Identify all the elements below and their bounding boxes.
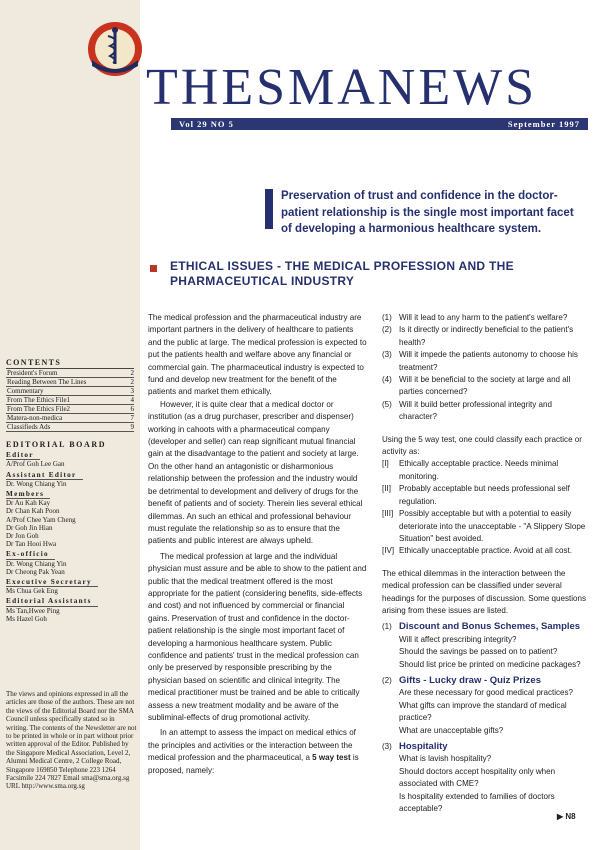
volume-bar xyxy=(171,118,588,130)
section-title: Gifts - Lucky draw - Quiz Prizes xyxy=(399,674,542,686)
section-question: Will it affect prescribing integrity? xyxy=(399,634,517,644)
member-name: Dr Au Kah Kay xyxy=(6,499,51,508)
test-question xyxy=(382,399,588,424)
assistant-name: Ms Tan,Hwee Ping xyxy=(6,606,60,615)
asst-editor-heading: Assistant Editor xyxy=(6,471,83,480)
contents-item-page: 2 xyxy=(130,369,134,377)
section-body xyxy=(399,621,588,671)
text-run: In an attempt to assess the impact on medical ethics of the principles and activities or the interaction between the medical profession and the pharmaceutical, a xyxy=(148,728,356,763)
issue-section xyxy=(382,621,588,671)
class-number: [IV] xyxy=(382,546,395,556)
issue-section xyxy=(382,675,588,737)
contents-heading: CONTENTS xyxy=(6,358,62,367)
contents-item-title: From The Ethics File1 xyxy=(7,396,71,404)
member-name: Dr Goh Jin Hian xyxy=(6,523,53,532)
member-name: A/Prof Chee Yam Cheng xyxy=(6,515,76,524)
contents-row xyxy=(6,423,134,432)
issue-date: September 1997 xyxy=(507,119,580,129)
section-question: Are these necessary for good medical practices? xyxy=(399,688,573,698)
section-question: What gifts can improve the standard of medical practice? xyxy=(399,700,567,723)
contents-item-page: 6 xyxy=(130,405,134,413)
masthead-title: THESMANEWS xyxy=(146,59,538,116)
contents-row xyxy=(6,387,134,396)
classification-item xyxy=(382,545,588,557)
sidebar xyxy=(0,0,140,850)
exec-sec-name: Ms Chua Gek Eng xyxy=(6,587,58,596)
section-body xyxy=(399,741,588,815)
contents-item-page: 2 xyxy=(130,378,134,386)
class-text: Possibly acceptable but with a potential to easily deteriorate into the unacceptable - "A Slippery Slope Situation" best avoided. xyxy=(399,509,586,543)
issue-sections xyxy=(382,621,588,815)
contents-box xyxy=(6,358,134,432)
paragraph: The medical profession at large and the individual physician must assure and be able to show to the patient and public that the medical treatment offered is the most appropriate for the patient (considering benefits, side-effects and cost) and not influenced by commercial or financial gains. Preservation of trust and confidence in the doctor-patient relationship is the single most important facet of developing a harmonious healthcare system. Public confidence and patients' trust in the medical profession can only be preserved by responsible prescribing by the physician based on scientific and clinical integrity. The medical practitioner must be trained and be able to critically assess a new treatment modality and be aware of the subliminal-effects of drug promotional activity. xyxy=(148,551,367,722)
question-text: Is it directly or indirectly beneficial to the patient's health? xyxy=(399,325,574,347)
continued-marker: ▶ N8 xyxy=(557,812,576,821)
contents-item-page: 9 xyxy=(130,423,134,431)
test-question xyxy=(382,312,588,324)
asst-editor-name: Dr. Wong Chiang Yin xyxy=(6,479,67,488)
contents-item-title: Reading Between The Lines xyxy=(7,378,87,386)
classification-item xyxy=(382,483,588,508)
section-number: (3) xyxy=(382,742,392,751)
dilemma-intro: The ethical dilemmas in the interaction between the medical profession can be classified under several headings for the purposes of discussion. Some questions arising from these issues are listed. xyxy=(382,568,586,615)
question-text: Will it impede the patients autonomy to choose his treatment? xyxy=(399,350,578,372)
headline-bullet xyxy=(150,265,157,272)
pull-quote-bar xyxy=(265,189,273,229)
class-text: Probably acceptable but needs professional self regulation. xyxy=(399,484,570,506)
section-title: Discount and Bonus Schemes, Samples xyxy=(399,621,581,633)
exofficio-name: Dr. Wong Chiang Yin xyxy=(6,559,67,568)
editor-heading: Editor xyxy=(6,451,40,460)
article-headline: ETHICAL ISSUES - THE MEDICAL PROFESSION AND THE PHARMACEUTICAL INDUSTRY xyxy=(170,259,514,288)
member-name: Dr Tan Hooi Hwa xyxy=(6,540,57,549)
test-questions xyxy=(382,312,588,424)
question-text: Will it be beneficial to the society at large and all parties concerned? xyxy=(399,375,571,397)
question-text: Will it lead to any harm to the patient's welfare? xyxy=(399,313,568,322)
paragraph xyxy=(148,727,367,777)
contents-item-page: 4 xyxy=(130,396,134,404)
classification-item xyxy=(382,458,588,483)
pull-quote: Preservation of trust and confidence in the doctor-patient relationship is the single most important facet of developing a harmonious healthcare system. xyxy=(281,190,574,235)
contents-item-title: Matera-non-medica xyxy=(7,414,63,422)
editorial-board xyxy=(6,441,134,623)
section-body xyxy=(399,675,588,737)
contents-row xyxy=(6,396,134,405)
exec-sec-heading: Executive Secretary xyxy=(6,578,98,587)
article-column-right xyxy=(382,312,588,815)
paragraph: However, it is quite clear that a medical doctor or institution (as a drug purchaser, prescriber and dispenser) working in cahoots with a pharmaceutical company (developer and seller) can reap significant mutual financial gain at the disadvantage to the patient and society at large. On the other hand an antagonistic or disharmonious relationship between the profession and the industry would be detrimental to development and delivery of drugs for the benefit of patients and of society. Therein lies several ethical dilemmas. An such an ethical and professional behaviour must regulate the relationship so as to ensure that the patients and public interest are always upheld. xyxy=(148,399,363,546)
members-heading: Members xyxy=(6,490,50,499)
contents-item-title: President's Forum xyxy=(7,369,58,377)
contents-row xyxy=(6,414,134,423)
member-name: Dr Chan Kah Poon xyxy=(6,507,60,516)
section-question: What are unacceptable gifts? xyxy=(399,725,504,735)
editor-name: A/Prof Goh Lee Gan xyxy=(6,460,65,469)
test-question xyxy=(382,374,588,399)
question-text: Will it build better professional integrity and character? xyxy=(399,399,552,422)
contents-row xyxy=(6,405,134,414)
section-question: Should doctors accept hospitality only when associated with CME? xyxy=(399,766,556,789)
section-question: What is lavish hospitality? xyxy=(399,754,492,764)
disclaimer: The views and opinions expressed in all the articles are those of the authors. These are not the views of the Editorial Board nor the SMA Council unless specifically stated so in writing. The contents of the Newsletter are not to be printed in whole or in part without prior written approval of the Editor. Published by the Singapore Medical Association, Level 2, Alumni Medical Centre, 2 College Road, Singapore 169850 Telephone 223 1264 Facsimile 224 7827 Email sma@sma.org.sg URL http://www.sma.org.sg xyxy=(6,690,137,791)
ed-assistants-heading: Editorial Assistants xyxy=(6,597,98,606)
exofficio-name: Dr Cheong Pak Yean xyxy=(6,567,65,576)
five-way-test: 5 way test xyxy=(312,753,351,763)
test-question xyxy=(382,324,588,349)
section-title: Hospitality xyxy=(399,741,448,752)
issue-section xyxy=(382,741,588,815)
contents-item-title: From The Ethics File2 xyxy=(7,405,71,413)
paragraph: The medical profession and the pharmaceutical industry are important partners in the delivery of healthcare to patients and the public at large. The medical profession is expected to put the patients health and welfare above any financial or commercial gain. The pharmaceutical industry is expected to fund and develop new treatment for the benefit of the patients and market them ethically. xyxy=(148,313,367,397)
test-question xyxy=(382,349,588,374)
section-question: Is hospitality extended to families of doctors acceptable? xyxy=(399,791,555,814)
class-text: Ethically acceptable practice. Needs minimal monitoring. xyxy=(399,459,559,481)
contents-row xyxy=(6,378,134,387)
classification-list xyxy=(382,458,588,557)
class-number: [III] xyxy=(382,509,394,519)
volume-number: Vol 29 NO 5 xyxy=(179,119,234,129)
members-list xyxy=(6,499,134,548)
question-number: (1) xyxy=(382,313,392,322)
contents-item-page: 3 xyxy=(130,387,134,395)
member-name: Dr Jon Goh xyxy=(6,532,39,541)
question-number: (4) xyxy=(382,375,392,385)
question-number: (3) xyxy=(382,350,392,360)
classify-intro: Using the 5 way test, one could classify each practice or activity as: xyxy=(382,434,582,457)
contents-row xyxy=(6,369,134,378)
sma-logo xyxy=(86,20,144,78)
exofficio-heading: Ex-officio xyxy=(6,550,55,559)
board-heading: EDITORIAL BOARD xyxy=(6,440,107,449)
class-number: [II] xyxy=(382,484,391,494)
assistant-name: Ms Hazel Goh xyxy=(6,614,47,623)
contents-item-title: Commentary xyxy=(7,387,44,395)
class-number: [I] xyxy=(382,459,389,469)
ed-assistants-list xyxy=(6,607,134,623)
text-run: is proposed, namely: xyxy=(148,753,359,775)
section-number: (2) xyxy=(382,675,392,685)
classification-item xyxy=(382,508,588,545)
question-number: (2) xyxy=(382,325,392,335)
question-number: (5) xyxy=(382,399,392,409)
contents-item-page: 7 xyxy=(130,414,134,422)
section-question: Should list price be printed on medicine packages? xyxy=(399,659,581,669)
class-text: Ethically unacceptable practice. Avoid at all cost. xyxy=(399,546,572,556)
contents-list xyxy=(6,368,134,432)
article-column-left xyxy=(148,312,367,777)
exofficio-list xyxy=(6,560,134,576)
contents-item-title: Classifieds Ads xyxy=(7,423,51,431)
section-question: Should the savings be passed on to patient? xyxy=(399,647,558,657)
section-number: (1) xyxy=(382,622,392,632)
